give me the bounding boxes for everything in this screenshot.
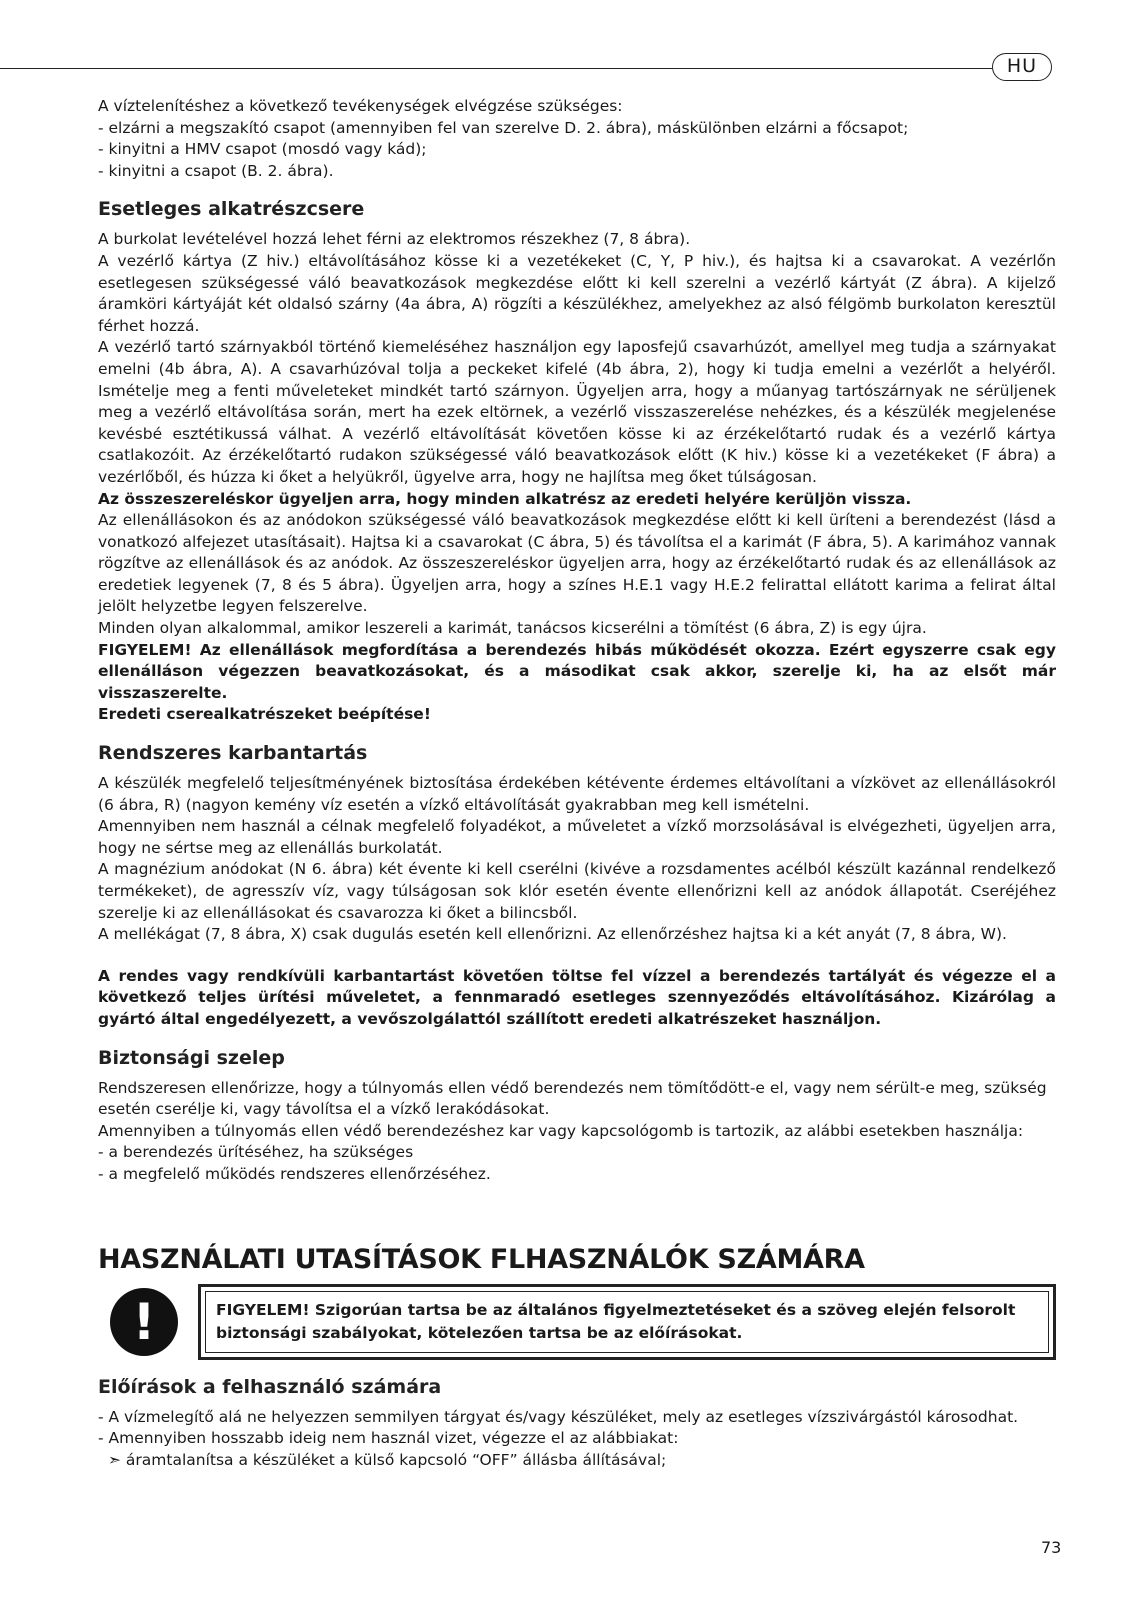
warning-box: [198, 1284, 1056, 1360]
section-title: Előírások a felhasználó számára: [98, 1375, 442, 1398]
paragraph: A készülék megfelelő teljesítményének biztosítása érdekében kétévente érdemes eltávolítani a vízkövet az ellenállásokról (6 ábra, R) (nagyon kemény víz esetén a vízkő eltávolítását gyakrabban meg kell ismételni.: [98, 774, 1056, 814]
intro-line: A víztelenítéshez a következő tevékenységek elvégzése szükséges:: [98, 97, 623, 115]
list-item: - a megfelelő működés rendszeres ellenőrzéséhez.: [98, 1164, 491, 1183]
paragraph: A vezérlő tartó szárnyakból történő kiemeléséhez használjon egy laposfejű csavarhúzót, amellyel meg tudja a szárnyakat emelni (4b ábra, A). A csavarhúzóval tolja a peckeket kifelé (4b ábra, 2), hogy ki tudja emelni a vezérlőt a helyéről. Ismételje meg a fenti műveleteket mindkét tartó szárnyon. Ügyeljen arra, hogy a műanyag tartószárnyak ne sérüljenek meg a vezérlő eltávolítása során, mert ha ezek eltörnek, a vezérlő visszaszerelése nehézkes, és a készülék megjelenése kevésbé esztétikussá válhat. A vezérlő eltávolítását követően kösse ki az érzékelőtartó rudak és a vezérlő kártya csatlakozóit. Az érzékelőtartó rudakon szükségessé váló beavatkozások előtt (K hiv.) kösse ki a vezetékeket (F ábra) a vezérlőből, és húzza ki őket a helyükről, ügyelve arra, hogy ne hajlítsa meg őket túlságosan.: [98, 338, 1056, 486]
paragraph: A burkolat levételével hozzá lehet férni az elektromos részekhez (7, 8 ábra).: [98, 230, 691, 249]
paragraph: Rendszeresen ellenőrizze, hogy a túlnyomás ellen védő berendezés nem tömítődött-e el, vagy nem sérült-e meg, szükség esetén cserélje ki, vagy távolítsa el a vízkő lerakódásokat.: [98, 1078, 1047, 1119]
language-badge: HU: [992, 53, 1052, 81]
exclamation-icon: !: [110, 1288, 178, 1356]
bold-note: Az összeszereléskor ügyeljen arra, hogy minden alkatrész az eredeti helyére kerüljön vissza.: [98, 489, 912, 508]
warning-text: FIGYELEM! Szigorúan tartsa be az általános figyelmeztetéseket és a szöveg elején felsorolt biztonsági szabályokat, kötelezően tartsa be az előírásokat.: [205, 1291, 1049, 1353]
bold-note: A rendes vagy rendkívüli karbantartást követően töltse fel vízzel a berendezés tartályát és végezze el a következő teljes ürítési műveletet, a fennmaradó esetleges szennyeződés eltávolításához. Kizárólag a gyártó által engedélyezett, a vevőszolgálattól szállított eredeti alkatrészeket használjon.: [98, 966, 1056, 1028]
warning-block: [98, 1284, 1056, 1360]
page-content: [98, 96, 1056, 1471]
section-title: Rendszeres karbantartás: [98, 742, 368, 765]
paragraph: Amennyiben nem használ a célnak megfelelő folyadékot, a műveletet a vízkő morzsolásával is elvégezheti, ügyeljen arra, hogy ne sértse meg az ellenállás burkolatát.: [98, 817, 1056, 857]
section-title: Biztonsági szelep: [98, 1046, 285, 1069]
list-item: - a berendezés ürítéséhez, ha szükséges: [98, 1143, 414, 1162]
intro-line: - kinyitni a HMV csapot (mosdó vagy kád);: [98, 140, 427, 159]
paragraph: Amennyiben a túlnyomás ellen védő berendezéshez kar vagy kapcsológomb is tartozik, az alábbi esetekben használja:: [98, 1121, 1024, 1140]
list-item: ➣ áramtalanítsa a készüléket a külső kapcsoló “OFF” állásba állításával;: [108, 1450, 667, 1469]
paragraph: Minden olyan alkalommal, amikor leszereli a karimát, tanácsos kicserélni a tömítést (6 ábra, Z) is egy újra.: [98, 619, 927, 638]
warning-note: FIGYELEM! Az ellenállások megfordítása a berendezés hibás működését okozza. Ezért egyszerre csak egy ellenálláson végezzen beavatkozásokat, és a másodikat csak akkor, szerelje ki, ha az elsőt már visszaszerelte.: [98, 640, 1056, 702]
intro-line: - elzárni a megszakító csapot (amennyiben fel van szerelve D. 2. ábra), máskülönben elzárni a főcsapot;: [98, 118, 909, 137]
paragraph: - A vízmelegítő alá ne helyezzen semmilyen tárgyat és/vagy készüléket, mely az esetleges vízszivárgástól károsodhat.: [98, 1407, 1019, 1426]
paragraph: - Amennyiben hosszabb ideig nem használ vizet, végezze el az alábbiakat:: [98, 1429, 679, 1448]
paragraph: A magnézium anódokat (N 6. ábra) két évente ki kell cserélni (kivéve a rozsdamentes acélból készült kazánnal rendelkező termékeket), de agresszív víz, vagy túlságosan sok klór esetén évente ellenőrizni kell az anódok állapotát. Cseréjéhez szerelje ki az ellenállásokat és csavarozza ki őket a bilincsből.: [98, 860, 1056, 922]
paragraph: Az ellenállásokon és az anódokon szükségessé váló beavatkozások megkezdése előtt ki kell üríteni a berendezést (lásd a vonatkozó alfejezet utasításait). Hajtsa ki a csavarokat (C ábra, 5) és távolítsa el a karimát (F ábra, 5). A karimához vannak rögzítve az ellenállások és az anódok. Az összeszereléskor ügyeljen arra, hogy az érzékelőtartó rudak és az ellenállások az eredetiek legyenek (7, 8 és 5 ábra). Ügyeljen arra, hogy a színes H.E.1 vagy H.E.2 felirattal ellátott karima a felirat által jelölt helyzetbe legyen felszerelve.: [98, 511, 1056, 616]
intro-line: - kinyitni a csapot (B. 2. ábra).: [98, 161, 334, 180]
paragraph: A vezérlő kártya (Z hiv.) eltávolításához kösse ki a vezetékeket (C, Y, P hiv.), és hajtsa ki a csavarokat. A vezérlőn esetlegesen szükségessé váló beavatkozások megkezdése előtt ki kell szerelni a vezérlő kártyát (Z ábra). A kijelző áramköri kártyáját két oldalsó szárny (4a ábra, A) rögzíti a készülékhez, amelyekhez az alsó félgömb burkolaton keresztül férhet hozzá.: [98, 251, 1056, 335]
header-rule: [0, 68, 992, 69]
paragraph: A mellékágat (7, 8 ábra, X) csak dugulás esetén kell ellenőrizni. Az ellenőrzéshez hajtsa ki a két anyát (7, 8 ábra, W).: [98, 925, 1007, 944]
section-title: Esetleges alkatrészcsere: [98, 198, 365, 221]
page-number: 73: [1041, 1538, 1062, 1557]
main-title: HASZNÁLATI UTASÍTÁSOK FLHASZNÁLÓK SZÁMÁRA: [98, 1243, 865, 1275]
bold-note: Eredeti cserealkatrészeket beépítése!: [98, 705, 431, 724]
